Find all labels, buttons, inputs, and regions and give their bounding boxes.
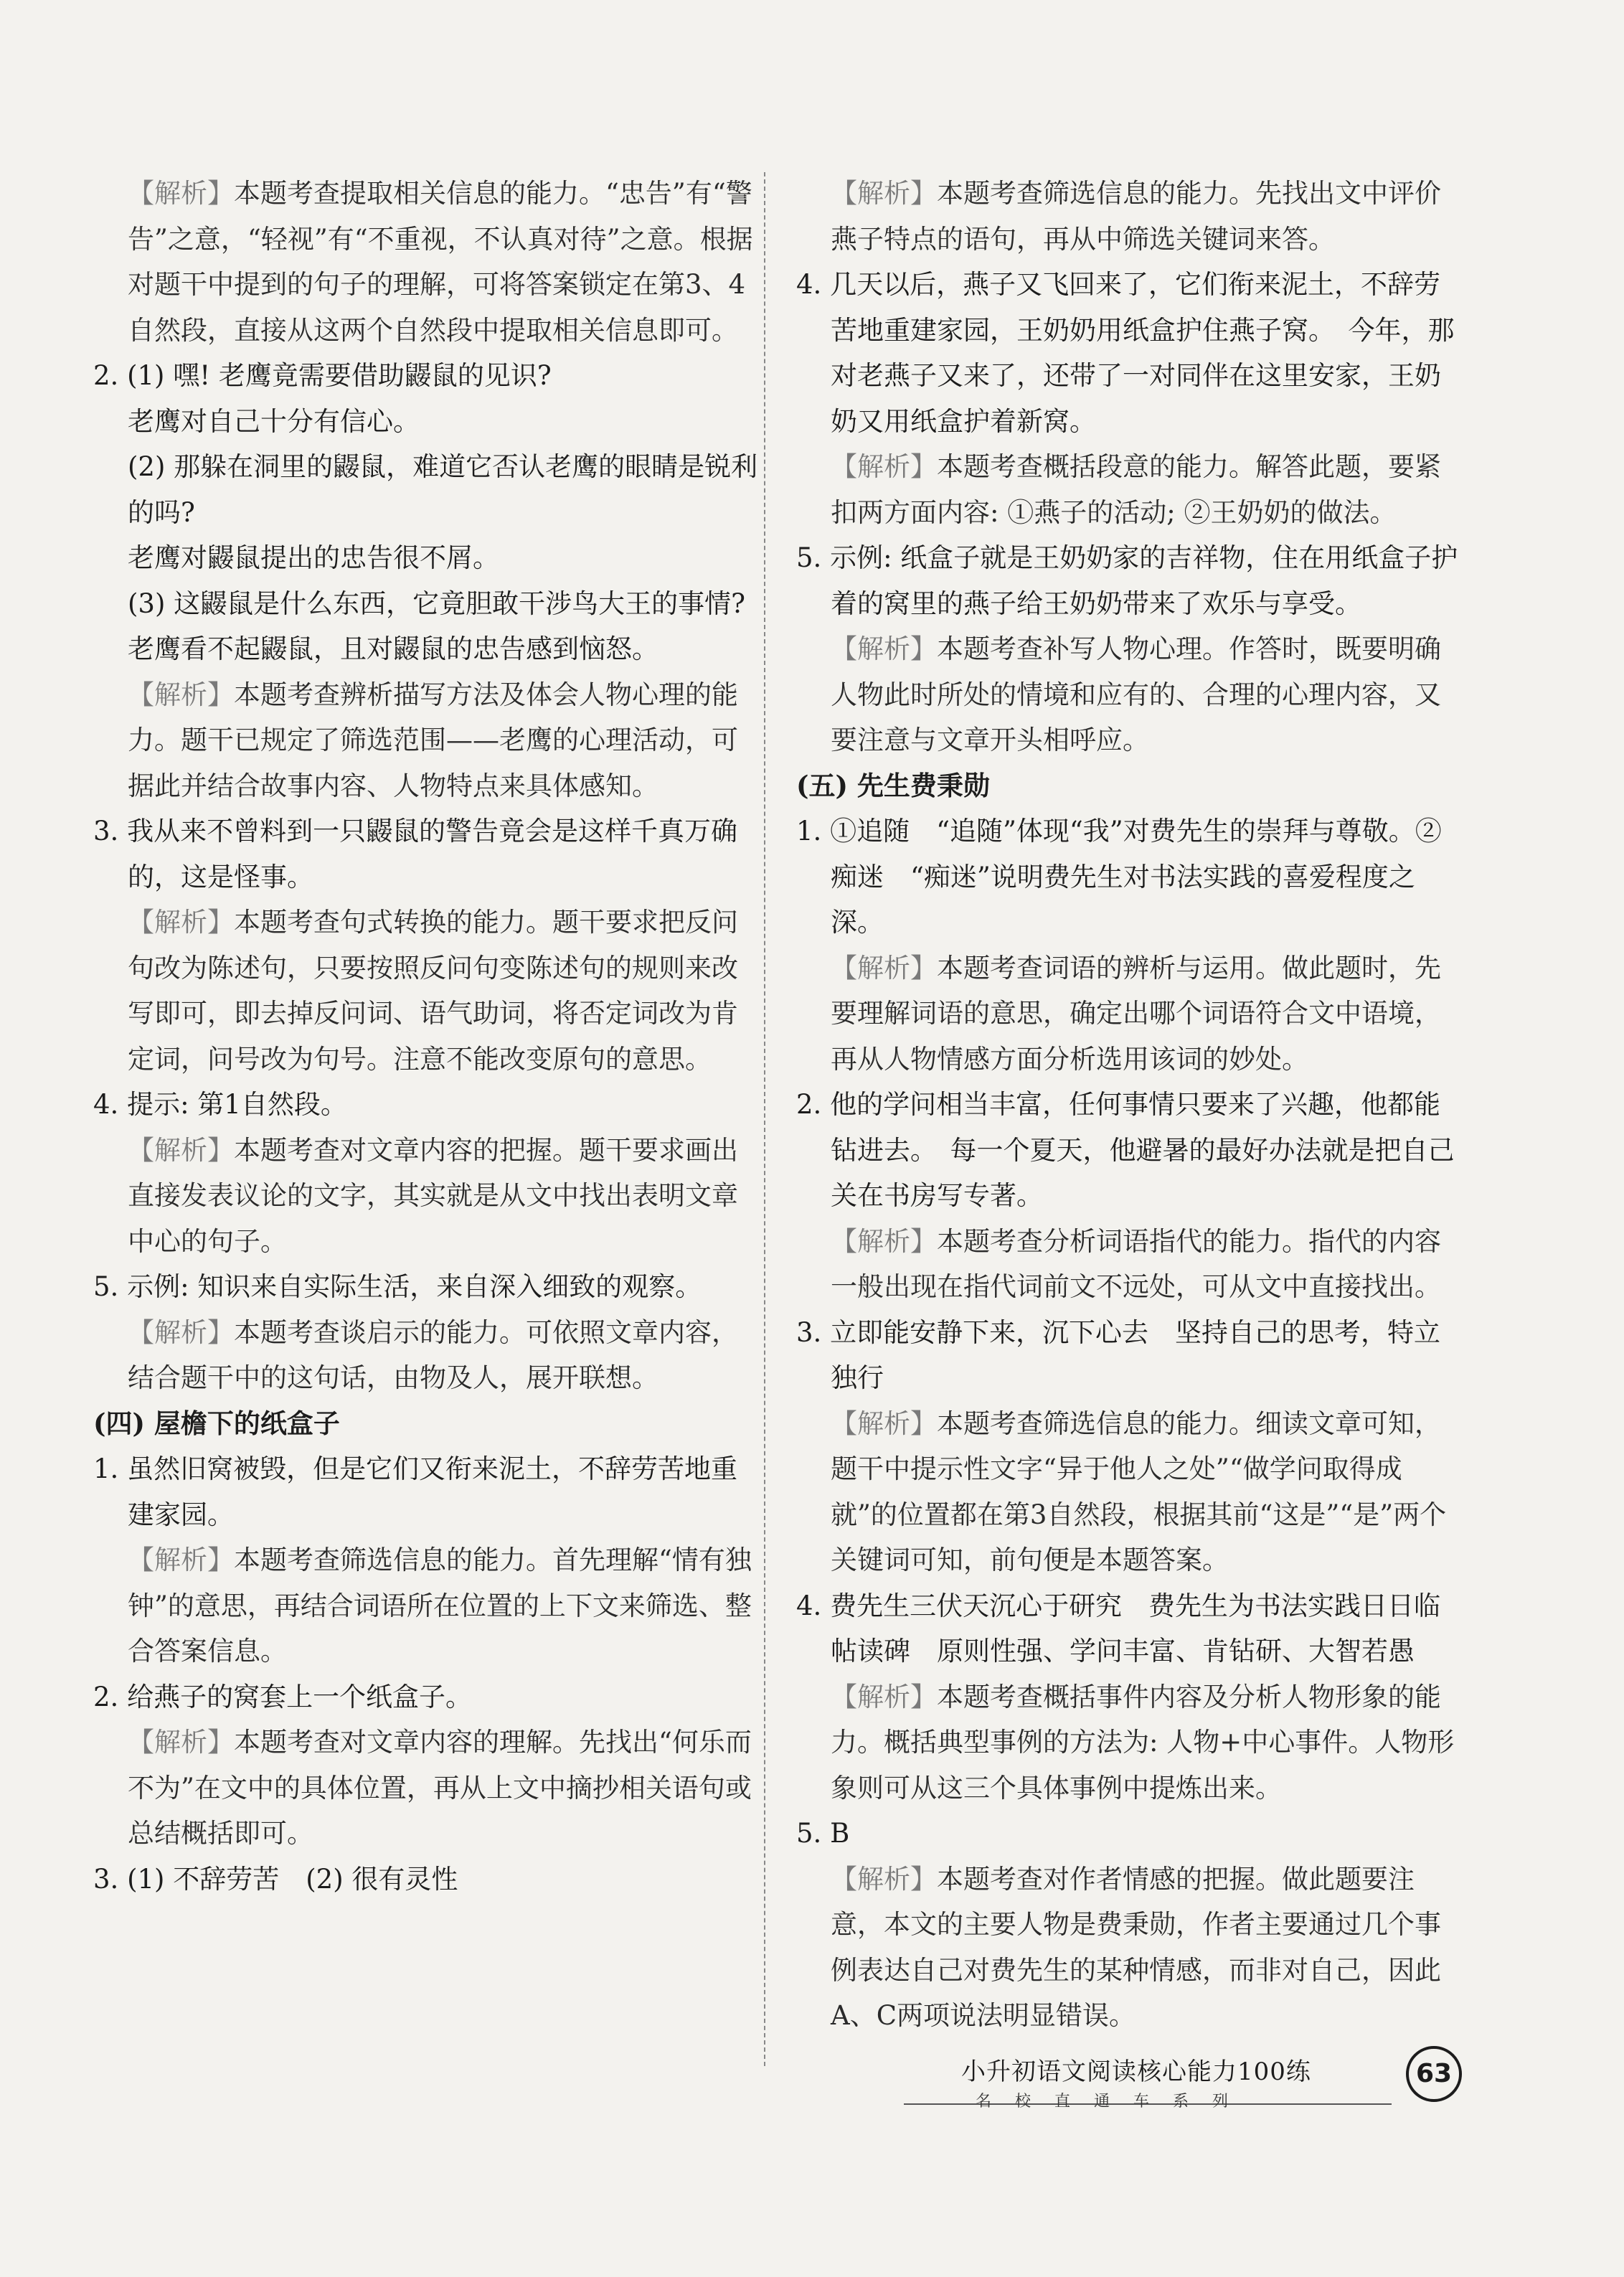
series-name: 名校直通车系列: [976, 2093, 1252, 2111]
analysis-text: 本题考查筛选信息的能力。先找出文中评价燕子特点的语句，再从中筛选关键词来答。: [831, 178, 1441, 255]
answer-item: 5. 示例: 知识来自实际生活，来自深入细致的观察。: [93, 1271, 702, 1302]
analysis-text: 本题考查提取相关信息的能力。“忠告”有“警告”之意，“轻视”有“不重视，不认真对待”之意。根据对题干中提到的句子的理解，可将答案锁定在第3、4自然段，直接从这两个自然段中提取相关信息即可。: [128, 178, 753, 346]
answer-line: (2) 那躲在洞里的鼹鼠，难道它否认老鹰的眼睛是锐利的吗?: [128, 451, 758, 528]
analysis-tag: 【解析】: [831, 1408, 937, 1439]
analysis-text: 本题考查对文章内容的把握。题干要求画出直接发表议论的文字，其实就是从文中找出表明文章中心的句子。: [128, 1134, 738, 1257]
page-number: 63: [1406, 2046, 1462, 2102]
analysis-text: 本题考查谈启示的能力。可依照文章内容，结合题干中的这句话，由物及人，展开联想。: [128, 1316, 738, 1393]
answer-item: 2. (1) 嘿! 老鹰竟需要借助鼹鼠的见识?: [93, 360, 552, 391]
analysis-tag: 【解析】: [831, 178, 937, 209]
answer-item: 2. 给燕子的窝套上一个纸盒子。: [93, 1681, 473, 1712]
analysis-tag: 【解析】: [831, 952, 937, 984]
analysis-paragraph: [796, 1674, 1467, 1811]
analysis-text: 本题考查筛选信息的能力。细读文章可知，题干中提示性文字“异于他人之处”“做学问取得成就”的位置都在第3自然段，根据其前“这是”“是”两个关键词可知，前句便是本题答案。: [831, 1408, 1447, 1575]
answer-item: 5. 示例: 纸盒子就是王奶奶家的吉祥物，住在用纸盒子护着的窝里的燕子给王奶奶带来了欢乐与享受。: [796, 542, 1458, 619]
analysis-tag: 【解析】: [831, 633, 937, 664]
analysis-text: 本题考查筛选信息的能力。首先理解“情有独钟”的意思，再结合词语所在位置的上下文来筛选、整合答案信息。: [128, 1545, 752, 1666]
analysis-text: 本题考查句式转换的能力。题干要求把反问句改为陈述句，只要按照反问句变陈述句的规则来改写即可，即去掉反问词、语气助词，将否定词改为肯定词，问号改为句号。注意不能改变原句的意思。: [128, 907, 738, 1075]
analysis-paragraph: [93, 1720, 764, 1857]
analysis-paragraph: [93, 1310, 764, 1401]
analysis-text: 本题考查对文章内容的理解。先找出“何乐而不为”在文中的具体位置，再从上文中摘抄相关语句或总结概括即可。: [128, 1727, 752, 1849]
analysis-tag: 【解析】: [128, 178, 234, 209]
answer-item: 3. 我从来不曾料到一只鼹鼠的警告竟会是这样千真万确的，这是怪事。: [93, 816, 738, 892]
analysis-text: 本题考查概括段意的能力。解答此题，要紧扣两方面内容: ①燕子的活动; ②王奶奶的做法。: [831, 451, 1441, 528]
right-column: [796, 171, 1467, 2039]
analysis-text: 本题考查概括事件内容及分析人物形象的能力。概括典型事例的方法为: 人物+中心事件。人物形象则可从这三个具体事例中提炼出来。: [831, 1681, 1455, 1804]
analysis-tag: 【解析】: [128, 1727, 234, 1758]
analysis-tag: 【解析】: [831, 1681, 937, 1712]
analysis-tag: 【解析】: [831, 1225, 937, 1257]
analysis-tag: 【解析】: [128, 907, 234, 938]
page-footer: [904, 2052, 1549, 2131]
analysis-paragraph: [796, 1401, 1467, 1583]
analysis-paragraph: [796, 444, 1467, 535]
answer-item: 4. 费先生三伏天沉心于研究 费先生为书法实践日日临帖读碑 原则性强、学问丰富、肯钻研、大智若愚: [796, 1590, 1441, 1666]
analysis-paragraph: [796, 626, 1467, 763]
analysis-paragraph: [796, 171, 1467, 262]
section-heading: (四) 屋檐下的纸盒子: [93, 1407, 340, 1439]
column-divider: [764, 172, 765, 2066]
analysis-tag: 【解析】: [128, 1316, 234, 1348]
analysis-paragraph: [93, 171, 764, 353]
answer-item: 5. B: [796, 1818, 850, 1849]
answer-item: 1. 虽然旧窝被毁，但是它们又衔来泥土，不辞劳苦地重建家园。: [93, 1453, 738, 1530]
answer-item: 3. 立即能安静下来，沉下心去 坚持自己的思考，特立独行: [796, 1316, 1441, 1393]
analysis-paragraph: [93, 1537, 764, 1674]
analysis-tag: 【解析】: [831, 451, 937, 482]
analysis-text: 本题考查词语的辨析与运用。做此题时，先要理解词语的意思，确定出哪个词语符合文中语境，再从人物情感方面分析选用该词的妙处。: [831, 952, 1441, 1075]
answer-item: 2. 他的学问相当丰富，任何事情只要来了兴趣，他都能钻进去。 每一个夏天，他避暑的最好办法就是把自己关在书房写专著。: [796, 1089, 1455, 1211]
answer-line: 老鹰对自己十分有信心。: [128, 405, 420, 437]
answer-line: 老鹰对鼹鼠提出的忠告很不屑。: [128, 542, 499, 573]
analysis-paragraph: [93, 900, 764, 1082]
analysis-tag: 【解析】: [128, 679, 234, 710]
analysis-paragraph: [93, 1128, 764, 1265]
analysis-tag: 【解析】: [128, 1134, 234, 1166]
answer-item: 3. (1) 不辞劳苦 (2) 很有灵性: [93, 1863, 458, 1895]
analysis-text: 本题考查分析词语指代的能力。指代的内容一般出现在指代词前文不远处，可从文中直接找出。: [831, 1225, 1441, 1302]
left-column: [93, 171, 764, 1902]
analysis-tag: 【解析】: [831, 1863, 937, 1895]
analysis-tag: 【解析】: [128, 1545, 234, 1575]
analysis-text: 本题考查对作者情感的把握。做此题要注意，本文的主要人物是费秉勋，作者主要通过几个事例表达自己对费先生的某种情感，而非对自己，因此A、C两项说法明显错误。: [831, 1863, 1441, 2031]
answer-item: 4. 几天以后，燕子又飞回来了，它们衔来泥土，不辞劳苦地重建家园，王奶奶用纸盒护住燕子窝。 今年，那对老燕子又来了，还带了一对同伴在这里安家，王奶奶又用纸盒护着新窝。: [796, 269, 1455, 437]
analysis-paragraph: [93, 672, 764, 809]
section-heading: (五) 先生费秉勋: [796, 769, 990, 801]
analysis-paragraph: [796, 946, 1467, 1083]
analysis-text: 本题考查补写人物心理。作答时，既要明确人物此时所处的情境和应有的、合理的心理内容，又要注意与文章开头相呼应。: [831, 633, 1441, 755]
answer-line: 老鹰看不起鼹鼠，且对鼹鼠的忠告感到恼怒。: [128, 633, 658, 664]
book-title: 小升初语文阅读核心能力100练: [961, 2057, 1311, 2086]
analysis-paragraph: [796, 1857, 1467, 2039]
analysis-text: 本题考查辨析描写方法及体会人物心理的能力。题干已规定了筛选范围——老鹰的心理活动，可据此并结合故事内容、人物特点来具体感知。: [128, 679, 738, 801]
answer-item: 1. ①追随 “追随”体现“我”对费先生的崇拜与尊敬。②痴迷 “痴迷”说明费先生对书法实践的喜爱程度之深。: [796, 816, 1442, 938]
answer-item: 4. 提示: 第1自然段。: [93, 1089, 347, 1120]
analysis-paragraph: [796, 1219, 1467, 1310]
answer-line: (3) 这鼹鼠是什么东西，它竟胆敢干涉鸟大王的事情?: [128, 588, 746, 619]
